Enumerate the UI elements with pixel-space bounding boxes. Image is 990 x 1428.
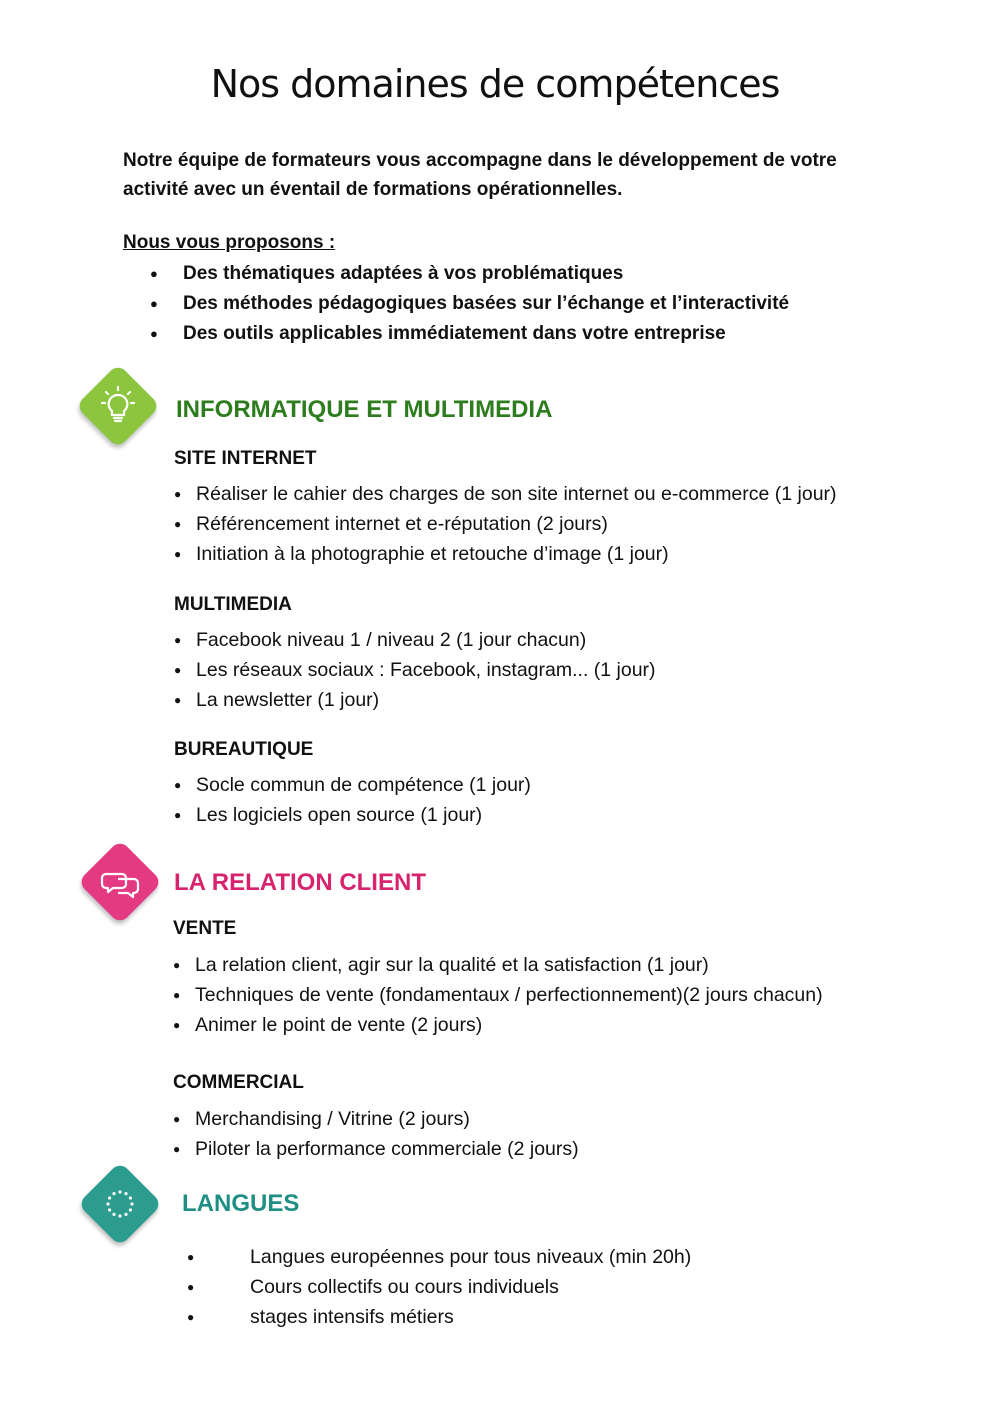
subheading-multimedia: MULTIMEDIA — [174, 594, 292, 615]
proposals-list — [183, 259, 789, 349]
list-item: ● Facebook niveau 1 / niveau 2 (1 jour chacun) — [196, 625, 656, 655]
vente-list — [195, 950, 823, 1040]
subheading-bureautique: BUREAUTIQUE — [174, 739, 314, 760]
list-item: ● Des thématiques adaptées à vos problématiques — [183, 259, 789, 289]
subheading-site-internet: SITE INTERNET — [174, 448, 317, 469]
speech-bubbles-icon — [78, 840, 162, 924]
list-item: ● Initiation à la photographie et retouche d’image (1 jour) — [196, 539, 837, 569]
list-item: ● Techniques de vente (fondamentaux / perfectionnement)(2 jours chacun) — [195, 980, 823, 1010]
list-item: ● La relation client, agir sur la qualité et la satisfaction (1 jour) — [195, 950, 823, 980]
page-title: Nos domaines de compétences — [210, 62, 780, 106]
list-item: ● La newsletter (1 jour) — [196, 685, 656, 715]
list-item: ● Les logiciels open source (1 jour) — [196, 800, 531, 830]
list-item: ● Langues européennes pour tous niveaux (min 20h) — [250, 1242, 691, 1272]
proposals-heading: Nous vous proposons : — [123, 232, 336, 253]
site-internet-list — [196, 479, 837, 569]
langues-list — [250, 1242, 691, 1332]
list-item: ● Les réseaux sociaux : Facebook, instagram... (1 jour) — [196, 655, 656, 685]
list-item: ● Merchandising / Vitrine (2 jours) — [195, 1104, 579, 1134]
intro-paragraph: Notre équipe de formateurs vous accompagne dans le développement de votre activité avec un éventail de formations opérationnelles. — [123, 150, 837, 200]
section-title-langues: LANGUES — [182, 1190, 300, 1217]
list-item: ● Des méthodes pédagogiques basées sur l’échange et l’interactivité — [183, 289, 789, 319]
list-item: ● Référencement internet et e-réputation (2 jours) — [196, 509, 837, 539]
commercial-list — [195, 1104, 579, 1164]
section-title-informatique: INFORMATIQUE ET MULTIMEDIA — [176, 396, 553, 423]
lightbulb-icon — [76, 364, 160, 448]
multimedia-list — [196, 625, 656, 715]
list-item: ● Des outils applicables immédiatement dans votre entreprise — [183, 319, 789, 349]
list-item: ● Animer le point de vente (2 jours) — [195, 1010, 823, 1040]
subheading-commercial: COMMERCIAL — [173, 1072, 304, 1093]
list-item: ● Cours collectifs ou cours individuels — [250, 1272, 691, 1302]
bureautique-list — [196, 770, 531, 830]
subheading-vente: VENTE — [173, 918, 237, 939]
list-item: ● Socle commun de compétence (1 jour) — [196, 770, 531, 800]
eu-stars-icon — [78, 1162, 162, 1246]
list-item: ● Piloter la performance commerciale (2 jours) — [195, 1134, 579, 1164]
list-item: ● stages intensifs métiers — [250, 1302, 691, 1332]
section-title-relation-client: LA RELATION CLIENT — [174, 869, 426, 896]
list-item: ● Réaliser le cahier des charges de son site internet ou e-commerce (1 jour) — [196, 479, 837, 509]
